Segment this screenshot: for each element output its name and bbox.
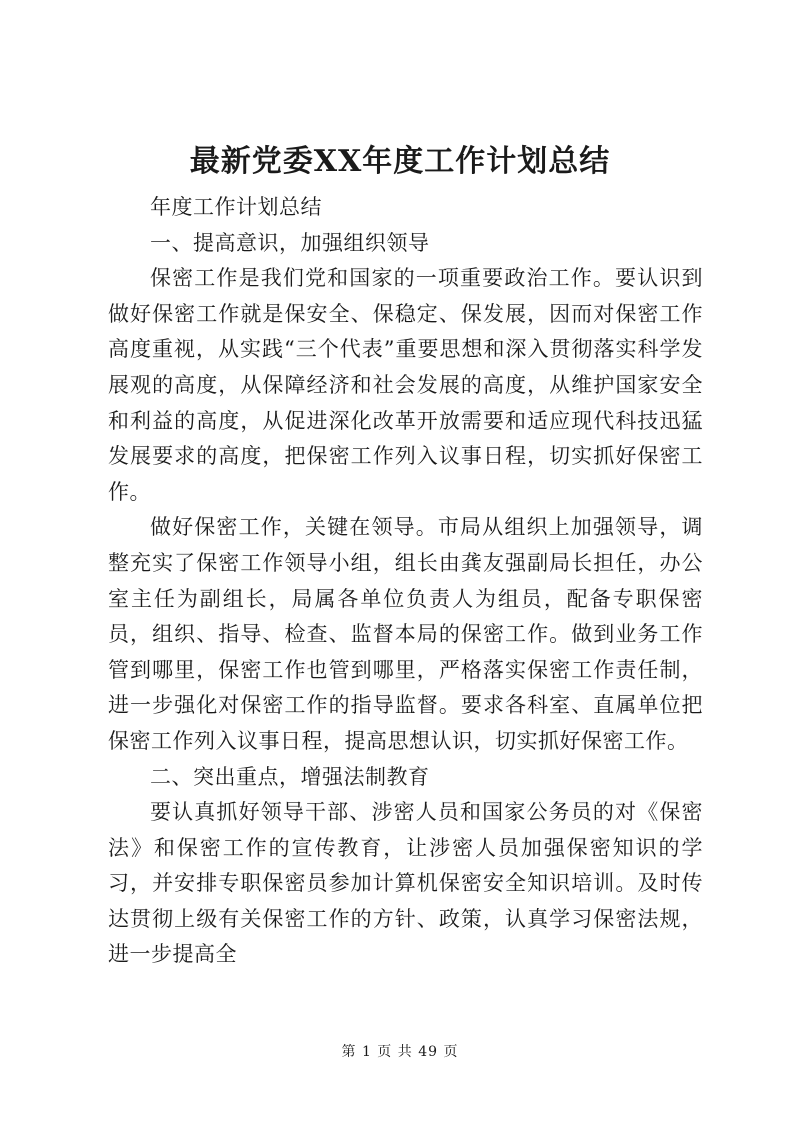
subtitle-paragraph: 年度工作计划总结 bbox=[150, 195, 322, 219]
body-paragraph: 要认真抓好领导干部、涉密人员和国家公务员的对《保密法》和保密工作的宣传教育，让涉密人员加强保密知识的学习，并安排专职保密员参加计算机保密安全知识培训。及时传达贯彻上级有关保密工作的方针、政策，认真学习保密法规，进一步提高全 bbox=[108, 800, 703, 967]
body-paragraph: 做好保密工作，关键在领导。市局从组织上加强领导，调整充实了保密工作领导小组，组长由龚友强副局长担任，办公室主任为副组长，局属各单位负责人为组员，配备专职保密员，组织、指导、检查、监督本局的保密工作。做到业务工作管到哪里，保密工作也管到哪里，严格落实保密工作责任制，进一步强化对保密工作的指导监督。要求各科室、直属单位把保密工作列入议事日程，提高思想认识，切实抓好保密工作。 bbox=[108, 515, 703, 753]
document-title: 最新党委XX年度工作计划总结 bbox=[189, 144, 611, 179]
section-heading-1: 一、提高意识，加强组织领导 bbox=[150, 230, 430, 255]
page-number-footer: 第 1 页 共 49 页 bbox=[341, 1044, 459, 1060]
section-heading-2: 二、突出重点，增强法制教育 bbox=[150, 764, 430, 789]
body-paragraph: 保密工作是我们党和国家的一项重要政治工作。要认识到做好保密工作就是保安全、保稳定、保发展，因而对保密工作高度重视，从实践“三个代表”重要思想和深入贯彻落实科学发展观的高度，从保障经济和社会发展的高度，从维护国家安全和利益的高度，从促进深化改革开放需要和适应现代科技迅猛发展要求的高度，把保密工作列入议事日程，切实抓好保密工作。 bbox=[108, 266, 703, 504]
document-body bbox=[108, 190, 703, 973]
